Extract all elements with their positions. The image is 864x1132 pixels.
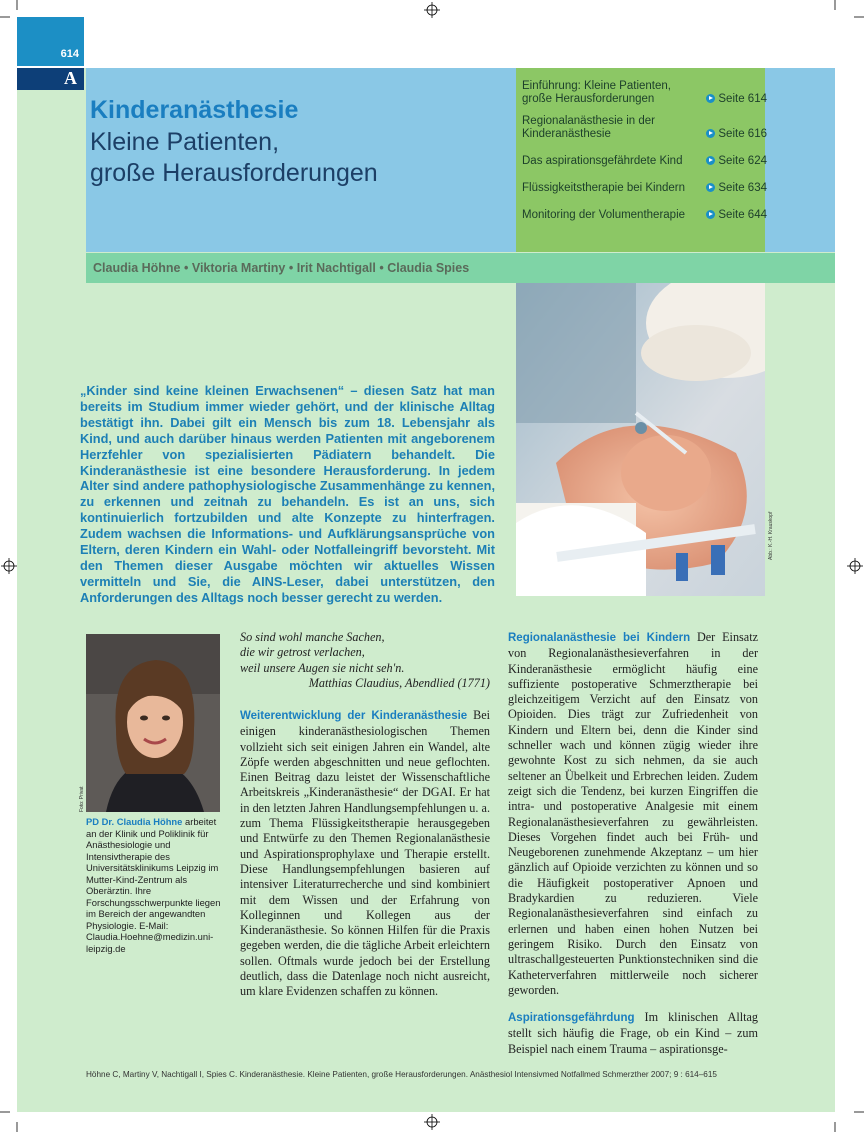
page-number: 614 (60, 48, 79, 60)
section-heading: Weiterentwicklung der Kinderanästhesie (240, 710, 468, 722)
author-portrait (86, 634, 220, 812)
toc-item-label: Einführung: Kleine Patienten, große Herausforderungen (522, 80, 671, 105)
toc-item-label: Regionalanästhesie in der Kinderanästhesie (522, 115, 655, 140)
toc-item[interactable] (522, 80, 767, 106)
arrow-right-icon (706, 183, 715, 192)
registration-mark-top (424, 2, 440, 18)
body-column-middle: Weiterentwicklung der Kinderanästhesie Bei einigen kinderanästhesiologischen Themen vollzieht sich seit einigen Jahren ein Wandel, alte Zöpfe werden abgeschnitten und neue geflochten. Einen Beitrag dazu leistet der Wissenschaftliche Arbeitskreis „Kinderanästhesie“ der DGAI. Er hat in den letzten Jahren Handlungsempfehlungen u. a. zum Thema Flüssigkeitstherapie herausgegeben und Entwürfe zu den Themen Regionalanästhesie und Aspirationsprophylaxe und Therapie erstellt. Diese Handlungsempfehlungen basieren auf intensiver Literaturrecherche und sind kombiniert mit dem Wissen und der Erfahrung von Kolleginnen und Kollegen aus der Kinderanästhesie. So können Hilfen für die Praxis gegeben werden, die die tägliche Arbeit erleichtern sollen. Oftmals wurde jedoch bei der Erstellung deutlich, dass die Datenlage noch nicht ausreicht, um klare Evidenzen schaffen zu können. (240, 708, 490, 999)
section-letter-box (17, 68, 84, 90)
section-letter: A (64, 68, 77, 88)
toc-item-label: Flüssigkeitstherapie bei Kindern (522, 182, 686, 194)
toc-item-label: Monitoring der Volumentherapie (522, 209, 686, 221)
lead-paragraph: „Kinder sind keine kleinen Erwachsenen“ – diesen Satz hat man bereits im Studium immer wieder gehört, und der klinische Alltag bestätigt ihn. Dabei gilt ein Mensch bis zum 18. Lebensjahr als Kind, und auch darüber hinaus werden Patienten mit angeborenem Herzfehler von spezialisierten Pädiatern behandelt. Die Kinderanästhesie ist eine besondere Herausforderung. In jedem Alter sind andere pathophysiologische Zusammenhänge zu kennen, zu erkennen und zeitnah zu behandeln. Es ist an uns, sich kontinuierlich fortzubilden und alte Konzepte zu hinterfragen. Zudem wachsen die Informations- und Aufklärungsansprüche von Eltern, deren Kindern ein Wahl- oder Notfalleingriff bevorsteht. Mit den Themen dieser Ausgabe möchten wir aktuelles Wissen vermitteln und Sie, die AINS-Leser, dabei unterstützen, den Anforderungen des Alltags noch besser gerecht zu werden. (80, 383, 495, 605)
epigraph: So sind wohl manche Sachen, die wir getrost verlachen, weil unsere Augen sie nicht seh'n. Matthias Claudius, Abendlied (1771) (240, 630, 490, 690)
author-bio: PD Dr. Claudia Höhne arbeitet an der Klinik und Poliklinik für Anästhesiologie und Intensivtherapie des Universitätsklinikums Leipzig im Mutter-Kind-Zentrum als Oberärztin. Ihre Forschungsschwerpunkte liegen im Bereich der angewandten Physiologie. E-Mail: Claudia.Hoehne@medizin.uni-leipzig.de (86, 816, 221, 954)
toc-item-page[interactable]: Seite 614 (706, 93, 767, 106)
registration-mark-right (847, 558, 863, 574)
page-subtitle: Kleine Patienten, große Herausforderungen (90, 128, 378, 187)
author-bio-name: PD Dr. Claudia Höhne (86, 816, 183, 827)
page-title: Kinderanästhesie (90, 96, 299, 124)
section-heading: Aspirationsgefährdung (508, 1012, 635, 1025)
arrow-right-icon (706, 210, 715, 219)
author-list: Claudia Höhne • Viktoria Martiny • Irit Nachtigall • Claudia Spies (93, 261, 470, 275)
cover-photo (516, 283, 765, 596)
toc-item[interactable] (522, 182, 767, 195)
toc-item-page[interactable]: Seite 624 (706, 155, 767, 168)
body-column-right: Regionalanästhesie bei Kindern Der Einsatz von Regionalanästhesieverfahren in der Kinderanästhesie ermöglicht häufig eine suffiziente postoperative Schmerztherapie bei gleichzeitigem Verzicht auf den Einsatz von Opioiden. Dies trägt zur Zufriedenheit von Kindern und Eltern bei, denn die Kinder sind schneller wach und können zügig wieder ihre gewohnte Kost zu sich nehmen, da sie auch seltener an Übelkeit und Erbrechen leiden. Zudem zeigt sich die Tendenz, bei kurzen Eingriffen die intra- und postoperative Analgesie mit einem Regionalanästhesieverfahren zu gewährleisten. Dieses Vorgehen findet auch bei Früh- und Neugeborenen zunehmende Akzeptanz – um hier gänzlich auf Opioide verzichten zu können und so die Häufigkeit postoperativer Apnoen und Bradykardien zu reduzieren. Viele Regionalanästhesieverfahren sind einfach zu erlernen und haben einen hohen Nutzen bei geringem Risiko. Durch den Einsatz von ultraschallgesteuerten Punktionstechniken sind die Katheterverfahren mittlerweile noch sicherer geworden. Aspirationsgefährdung Im klinischen Alltag stellt sich häufig die Frage, ob ein Kind – zum Beispiel nach einem Trauma – aspirationsge- (508, 630, 758, 1056)
citation: Höhne C, Martiny V, Nachtigall I, Spies C. Kinderanästhesie. Kleine Patienten, große Herausforderungen. Anästhesiol Intensivmed Notfallmed Schmerzther 2007; 9 : 614–615 (86, 1070, 717, 1079)
toc-item-page[interactable]: Seite 616 (706, 128, 767, 141)
toc-item[interactable] (522, 209, 767, 222)
registration-mark-bottom (424, 1114, 440, 1130)
registration-mark-left (1, 558, 17, 574)
epigraph-author: Matthias Claudius, Abendlied (1771) (308, 675, 490, 690)
cover-photo-credit: Abb.: K.-H. Krauskopf (768, 511, 774, 560)
arrow-right-icon (706, 156, 715, 165)
section-heading: Regionalanästhesie bei Kindern (508, 632, 691, 644)
arrow-right-icon (706, 94, 715, 103)
toc-item-page[interactable]: Seite 634 (706, 182, 767, 195)
portrait-photo-credit: Foto: Privat (79, 786, 85, 812)
toc-item-label: Das aspirationsgefährdete Kind (522, 155, 683, 167)
page-number-box (17, 17, 84, 66)
toc-item[interactable] (522, 155, 767, 168)
toc-item[interactable] (522, 115, 767, 141)
arrow-right-icon (706, 129, 715, 138)
toc-item-page[interactable]: Seite 644 (706, 209, 767, 222)
